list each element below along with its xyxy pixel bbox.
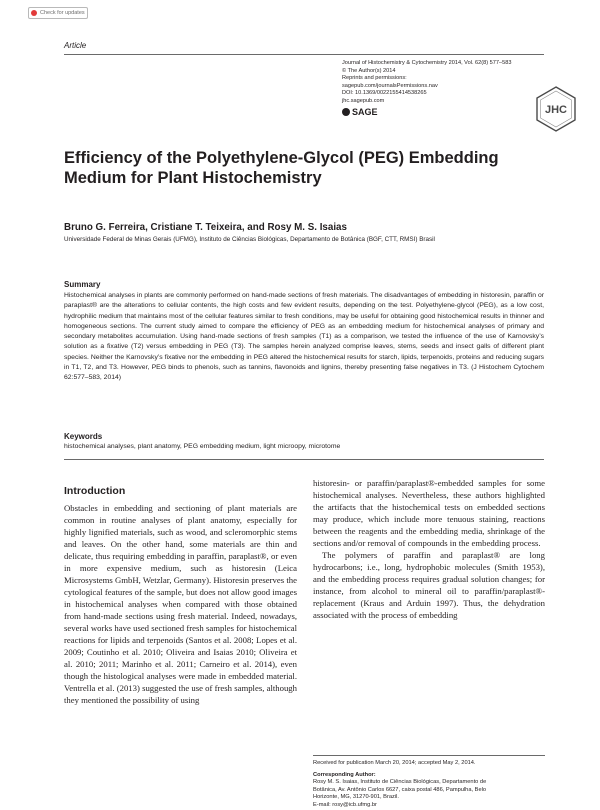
corresponding-author-line: Rosy M. S. Isaias, Instituto de Ciências Biológicas, Departamento de (313, 779, 487, 786)
author-affiliation: Universidade Federal de Minas Gerais (UFMG), Instituto de Ciências Biológicas, Departamento de Botânica (BGF, CTT, RMSI) Brasil (64, 236, 435, 243)
article-type-label: Article (64, 41, 87, 50)
sage-logo-text: SAGE (352, 106, 378, 117)
section-divider (64, 459, 544, 460)
corresponding-author-heading: Corresponding Author: (313, 771, 376, 778)
footnotes (313, 760, 545, 810)
journal-info (342, 60, 522, 118)
doi-line[interactable]: DOI: 10.1369/0022155414538265 (342, 90, 427, 97)
author-list: Bruno G. Ferreira, Cristiane T. Teixeira, and Rosy M. S. Isaias (64, 222, 347, 233)
intro-paragraph-1-continued: historesin- or paraffin/paraplast®-embedded samples for some histochemical analyses. Nevertheless, these authors highlighted the artifacts that the histochemical tests on embedded sections may produce, which include more tenuous staining, reactions between the reagents and the embedding media, shrinkage of the sections and/or removal of compounds in the embedding process. (313, 478, 545, 548)
header-divider (64, 54, 544, 55)
journal-website-link[interactable]: jhc.sagepub.com (342, 97, 385, 104)
check-for-updates-label: Check for updates (40, 10, 85, 16)
summary-text: Histochemical analyses in plants are commonly performed on hand-made sections of fresh materials. The disadvantages of embedding in historesin, paraffin or paraplast® are the alterations to cellular contents, the high costs and few evident results, depending on the test. Polyethylene-glycol (PEG), as a low cost, hydrophilic medium that maintains most of the cellular features similar to fresh conditions, may be useful for obtaining good histochemical results in thinner and homogeneous sections. The current study aimed to compare the efficiency of PEG as an embedding medium for histochemical analyses of primary and secondary metabolites accumulation. Using hand-made sections of fresh samples (T1) as a comparison, we tested the influence of the use of Karnovsky’s solution as a fixative (T2) versus embedding in PEG (T3). The samples herein analyzed comprise leaves, stems, seeds and insect galls of different plant species. Neither the Karnovsky’s fixative nor the embedding in PEG altered the histochemical results for starch, lipids, terpenoids, proteins and reducing sugars in T1, T2, and T3. However, PEG binds to phenols, such as tannins, flavonoids and lignins, thereby presenting false negatives in T3. (J Histochem Cytochem 62:577–583, 2014) (64, 292, 544, 382)
journal-citation: Journal of Histochemistry & Cytochemistry 2014, Vol. 62(8) 577–583 (342, 60, 512, 66)
update-icon (31, 10, 37, 16)
sage-logo (342, 107, 522, 118)
keywords-heading: Keywords (64, 432, 103, 441)
permissions-link[interactable]: sagepub.com/journalsPermissions.nav (342, 82, 438, 89)
address-line: Botânica, Av. Antônio Carlos 6627, caixa postal 486, Pampulha, Belo (313, 786, 487, 793)
check-for-updates-badge[interactable] (28, 7, 88, 19)
reprints-line: Reprints and permissions: (342, 75, 407, 82)
keywords-text: histochemical analyses, plant anatomy, PEG embedding medium, light microopy, microtome (64, 443, 341, 450)
introduction-heading: Introduction (64, 485, 126, 497)
sage-mark-icon (342, 108, 350, 116)
introduction-right-column (313, 478, 545, 622)
intro-paragraph-1: Obstacles in embedding and sectioning of plant materials are common in routine analyses of plant anatomy, especially for highly lignified materials, such as wood, and scleromorphic stems and leaves. On the other hand, some materials are thin and delicate, thus requiring embedding in paraffin, paraplast®, or even in more expensive medium, such as historesin (Leica Microsystems GmbH, Wetzlar, Germany). Historesin preserves the cytological features of the sample, but does not allow good images in histochemical analyses when compared with those obtained from hand-made sections using fresh material. Indeed, nowadays, several works have used sectioned fresh samples for histochemical reactions for lipids and terpenoids (Santos et al. 2008; Lopes et al. 2009; Coutinho et al. 2010; Oliveira and Isaias 2010; Oliveira et al. 2010; 2011; Marinho et al. 2011; Carneiro et al. 2014), even though the histological analyses were made in embedded material. Ventrella et al. (2013) suggested the use of fresh samples, although they mentioned the possibility of using (64, 503, 297, 705)
received-date: Received for publication March 20, 2014; accepted May 2, 2014. (313, 760, 476, 766)
introduction-left-column (64, 503, 297, 707)
footnote-divider (313, 755, 545, 756)
copyright-line: © The Author(s) 2014 (342, 67, 396, 74)
jhc-journal-logo (535, 86, 577, 132)
jhc-logo-text: JHC (544, 104, 568, 116)
email-link[interactable]: E-mail: rosy@icb.ufmg.br (313, 801, 377, 808)
article-title: Efficiency of the Polyethylene-Glycol (PEG) Embedding Medium for Plant Histochemistry (64, 149, 499, 187)
intro-paragraph-2: The polymers of paraffin and paraplast® are long hydrocarbons; i.e., long, hydrophobic molecules (Smith 1953), and the embedding process requires gradual solution changes; for instance, from alcohol to mineral oil to paraffin/paraplast®-replacement (Kraus and Arduin 1997). Thus, the dehydration associated with the process of embedding (313, 549, 545, 620)
address-line: Horizonte, MG, 31270-901, Brazil. (313, 794, 399, 801)
summary-heading: Summary (64, 280, 101, 289)
